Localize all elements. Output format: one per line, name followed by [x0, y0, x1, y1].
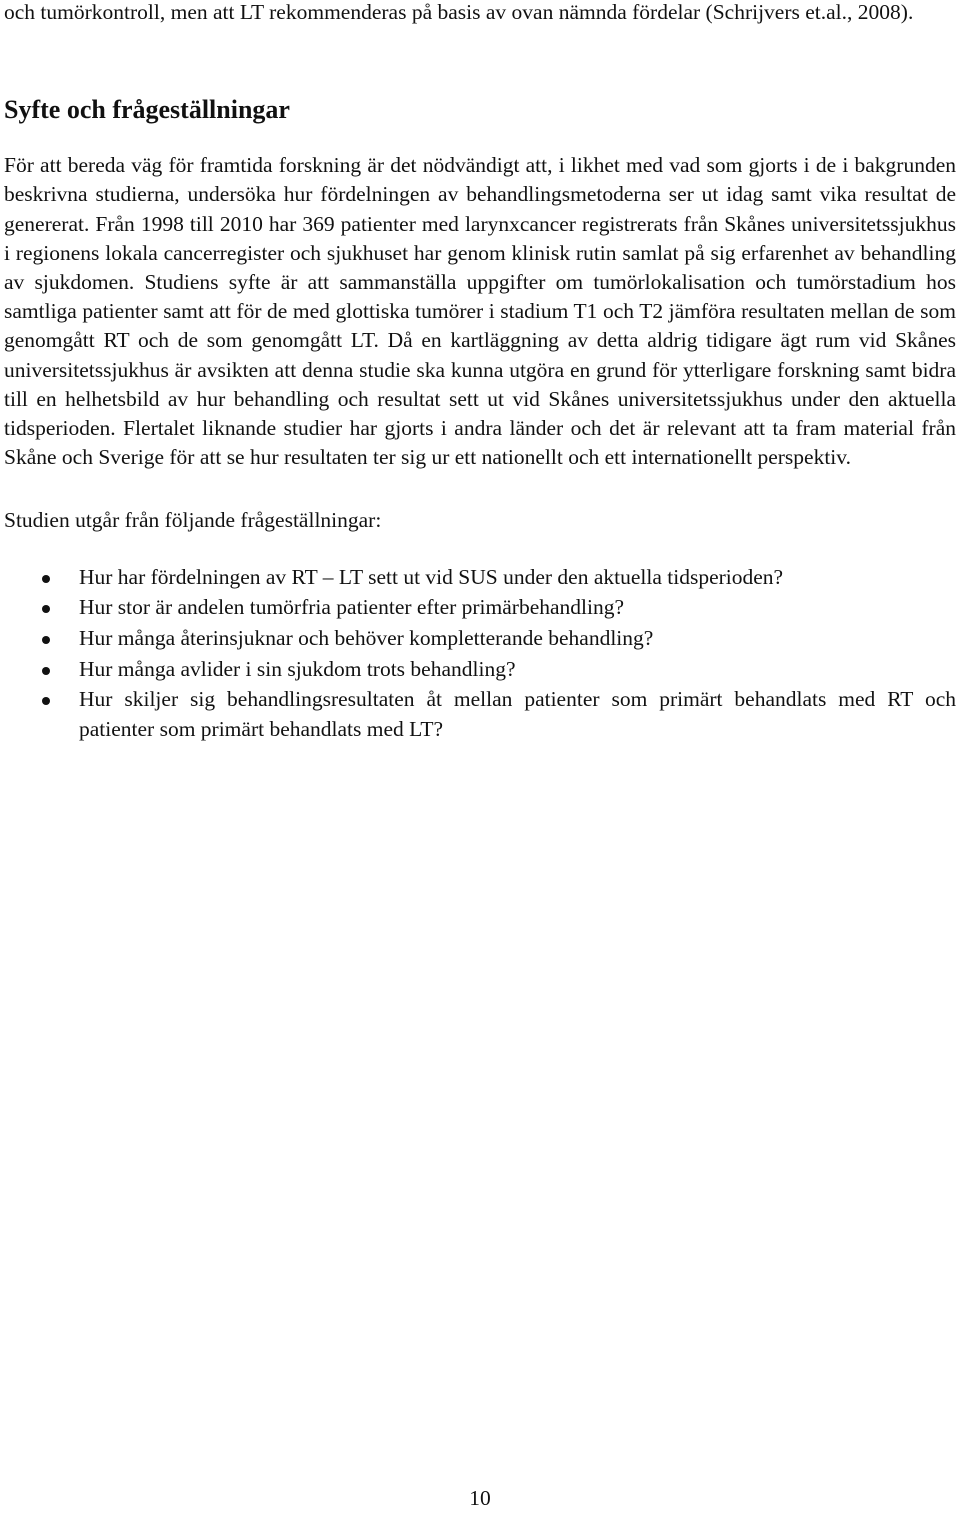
bullet-icon [42, 667, 50, 675]
document-page [4, 0, 956, 745]
question-item [4, 624, 956, 653]
question-text: Hur många avlider i sin sjukdom trots behandling? [79, 656, 516, 681]
question-text: Hur skiljer sig behandlingsresultaten åt mellan patienter som primärt behandlats med RT och patienter som primärt behandlats med LT? [79, 687, 956, 741]
bullet-icon [42, 605, 50, 613]
bullet-icon [42, 697, 50, 705]
body-paragraph: För att bereda väg för framtida forskning är det nödvändigt att, i likhet med vad som gjorts i de i bakgrunden beskrivna studierna, undersöka hur fördelningen av behandlingsmetoderna ser ut idag samt vika resultat de genererat. Från 1998 till 2010 har 369 patienter med larynxcancer registrerats från Skånes universitetssjukhus i regionens lokala cancerregister och sjukhuset har genom klinisk rutin samlat på sig erfarenhet av behandling av sjukdomen. Studiens syfte är att sammanställa uppgifter om tumörlokalisation och tumörstadium hos samtliga patienter samt att för de med glottiska tumörer i stadium T1 och T2 jämföra resultaten mellan de som genomgått RT och de som genomgått LT. Då en kartläggning av detta aldrig tidigare ägt rum vid Skånes universitetssjukhus är avsikten att denna studie ska kunna utgöra en grund för ytterligare forskning samt bidra till en helhetsbild av hur behandling och resultat sett ut vid Skånes universitetssjukhus under den aktuella tidsperioden. Flertalet liknande studier har gjorts i andra länder och det är relevant att ta fram material från Skåne och Sverige för att se hur resultaten ter sig ur ett nationellt och ett internationellt perspektiv. [4, 153, 956, 470]
question-item [4, 563, 956, 592]
question-item [4, 685, 956, 743]
bullet-icon [42, 575, 50, 583]
page-number: 10 [469, 1486, 491, 1510]
questions-intro: Studien utgår från följande frågeställningar: [4, 508, 382, 533]
question-text: Hur många återinsjuknar och behöver kompletterande behandling? [79, 626, 654, 651]
questions-list [4, 563, 956, 744]
intro-paragraph: och tumörkontroll, men att LT rekommenderas på basis av ovan nämnda fördelar (Schrijvers et.al., 2008). [4, 0, 914, 24]
question-item [4, 655, 956, 684]
section-heading: Syfte och frågeställningar [4, 95, 290, 125]
question-text: Hur har fördelningen av RT – LT sett ut vid SUS under den aktuella tidsperioden? [79, 564, 784, 589]
question-text: Hur stor är andelen tumörfria patienter efter primärbehandling? [79, 595, 625, 620]
question-item [4, 593, 956, 622]
bullet-icon [42, 636, 50, 644]
